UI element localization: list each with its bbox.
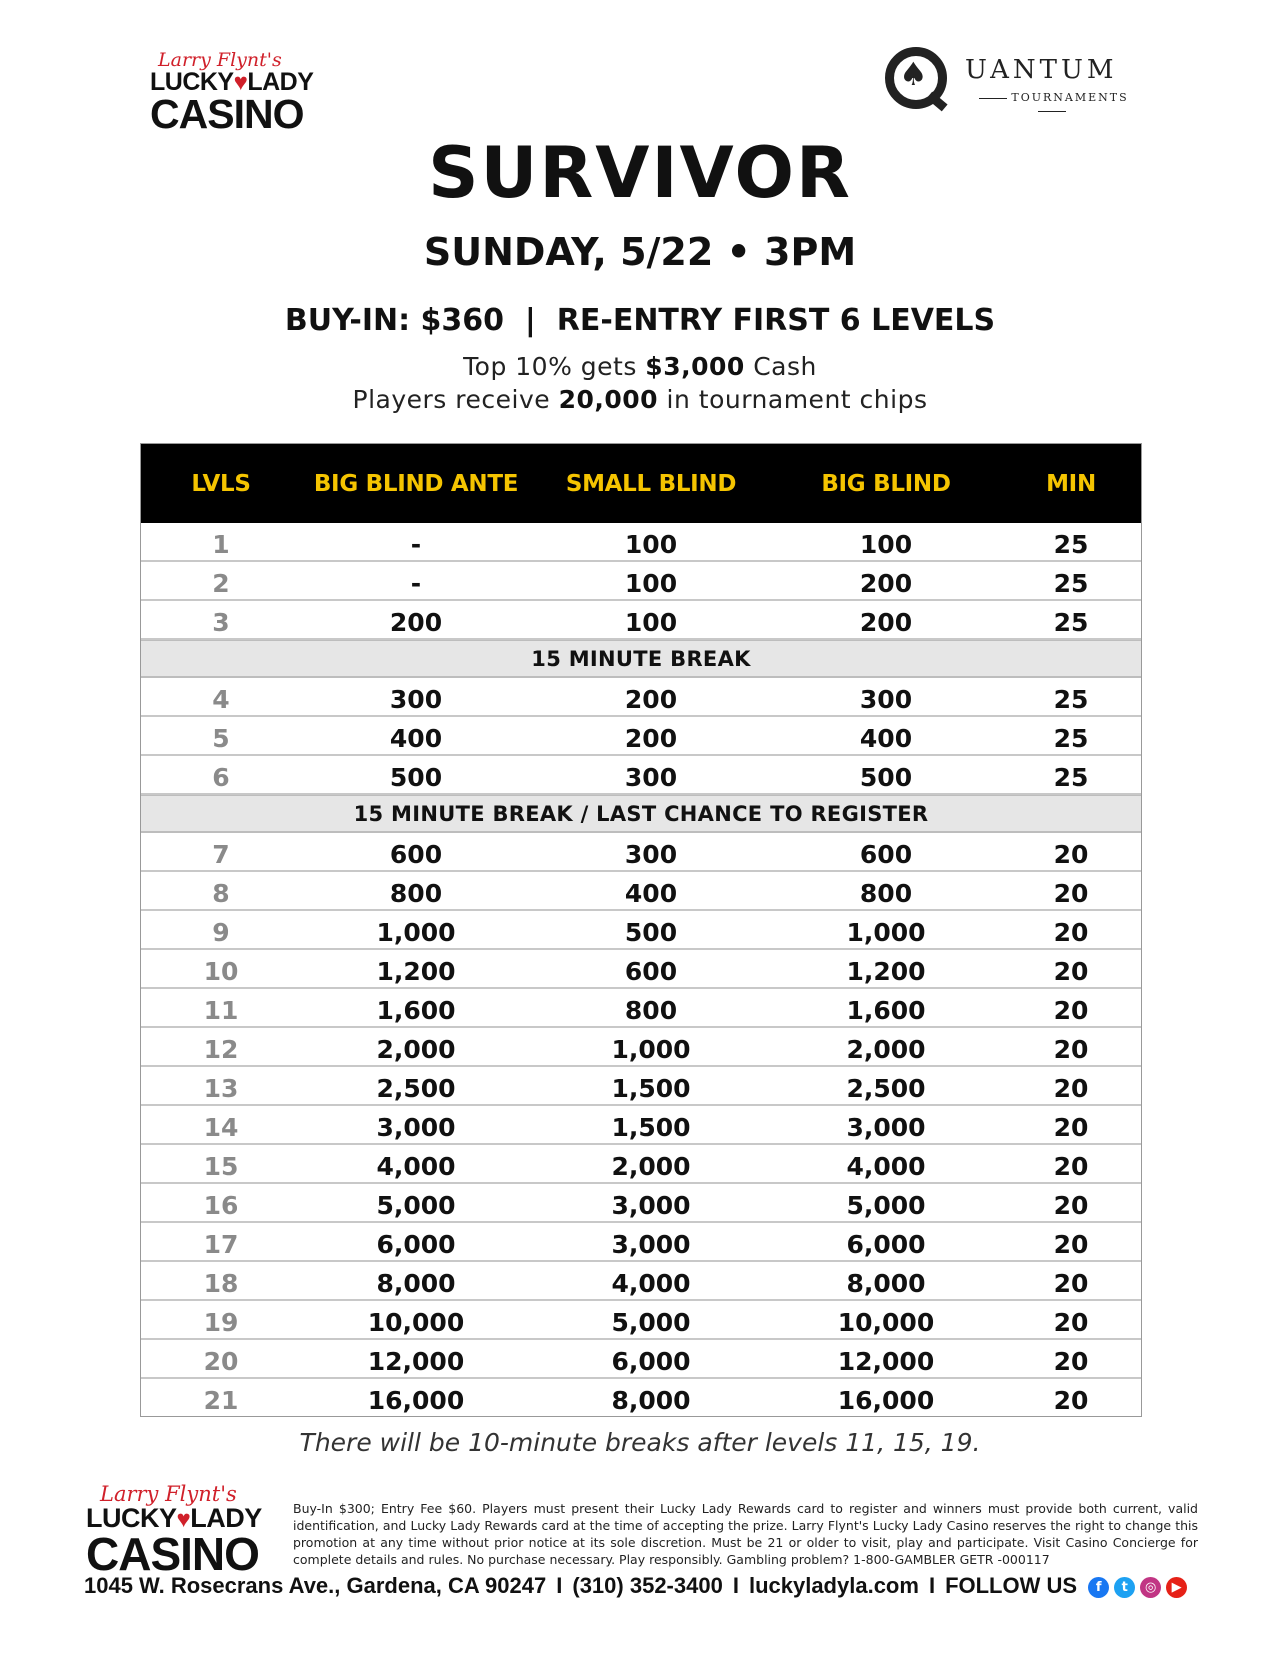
cell-big-blind: 800 [859,879,913,908]
header-levels: LVLS [191,470,251,497]
cell-big-blind: 12,000 [837,1347,935,1376]
cell-level: 18 [203,1269,239,1298]
cell-min: 20 [1053,1230,1089,1259]
cell-big-blind: 5,000 [846,1191,926,1220]
cell-min: 20 [1053,1308,1089,1337]
cell-big-blind-ante: 200 [389,608,443,637]
table-header [141,444,1141,523]
cell-level: 5 [212,724,230,753]
footer-phone: (310) 352-3400 [572,1573,723,1598]
cell-big-blind-ante: 500 [389,763,443,792]
cell-big-blind-ante: 800 [389,879,443,908]
cell-small-blind: 200 [624,685,678,714]
table-row [141,911,1141,950]
cell-level: 17 [203,1230,239,1259]
cell-big-blind: 2,500 [846,1074,926,1103]
table-row [141,1340,1141,1379]
disclaimer-text: Buy-In $300; Entry Fee $60. Players must present their Lucky Lady Rewards card to register and winners must provide both current, valid identification, and Lucky Lady Rewards card at the time of accepting the prize. Larry Flynt's Lucky Lady Casino reserves the right to change this promotion at any time without prior notice at its sole discretion. Must be 21 or older to visit, play and participate. Visit Casino Concierge for complete details and rules. No purchase necessary. Play responsibly. Gambling problem? 1-800-GAMBLER GETR -000117 [293,1501,1198,1567]
social-icons [1083,1573,1187,1598]
logo-script-text: Larry Flynt's [158,49,282,71]
cell-min: 25 [1053,685,1089,714]
cell-min: 20 [1053,1191,1089,1220]
table-row [141,1106,1141,1145]
cell-level: 1 [212,530,230,559]
logo-casino: CASINO [150,91,304,137]
cell-small-blind: 1,500 [611,1113,691,1142]
blind-structure-table [140,443,1142,1417]
table-row [141,562,1141,601]
chips-info [0,385,1280,414]
cell-min: 20 [1053,1347,1089,1376]
cell-small-blind: 800 [624,996,678,1025]
cell-min: 20 [1053,1074,1089,1103]
logo-lucky: LUCKY [150,68,234,96]
cell-min: 20 [1053,996,1089,1025]
cell-min: 20 [1053,1386,1089,1415]
cell-min: 20 [1053,957,1089,986]
cell-min: 25 [1053,763,1089,792]
cell-big-blind-ante: 1,600 [376,996,456,1025]
cell-level: 10 [203,957,239,986]
table-row [141,1184,1141,1223]
cell-small-blind: 400 [624,879,678,908]
cell-min: 25 [1053,724,1089,753]
cell-small-blind: 6,000 [611,1347,691,1376]
table-row [141,1067,1141,1106]
cell-big-blind: 8,000 [846,1269,926,1298]
cell-level: 3 [212,608,230,637]
cell-min: 20 [1053,918,1089,947]
logo-lucky: LUCKY [86,1503,177,1533]
cell-small-blind: 1,000 [611,1035,691,1064]
cell-big-blind-ante: 1,000 [376,918,456,947]
cell-small-blind: 2,000 [611,1152,691,1181]
chips-post: in tournament chips [658,385,928,414]
cell-small-blind: 200 [624,724,678,753]
cell-small-blind: 4,000 [611,1269,691,1298]
cell-min: 20 [1053,1035,1089,1064]
cell-big-blind: 16,000 [837,1386,935,1415]
cell-small-blind: 3,000 [611,1191,691,1220]
cell-big-blind: 500 [859,763,913,792]
table-row [141,872,1141,911]
twitter-icon[interactable]: t [1114,1577,1135,1598]
cell-big-blind: 2,000 [846,1035,926,1064]
cell-level: 12 [203,1035,239,1064]
cell-level: 11 [203,996,239,1025]
table-row [141,989,1141,1028]
cell-min: 25 [1053,608,1089,637]
cell-min: 20 [1053,1113,1089,1142]
table-row [141,756,1141,795]
cell-big-blind: 4,000 [846,1152,926,1181]
break-row: 15 MINUTE BREAK [141,640,1141,678]
cell-small-blind: 500 [624,918,678,947]
cell-min: 20 [1053,840,1089,869]
cell-level: 4 [212,685,230,714]
cell-big-blind: 200 [859,608,913,637]
prize-pre: Top 10% gets [463,352,646,381]
quantum-name: UANTUM [965,55,1118,85]
header-min: MIN [1046,470,1096,497]
cell-big-blind-ante: 6,000 [376,1230,456,1259]
event-date: SUNDAY, 5/22 • 3PM [423,230,857,274]
page-title: SURVIVOR [428,132,852,214]
cell-level: 14 [203,1113,239,1142]
cell-big-blind-ante: 10,000 [367,1308,465,1337]
table-row [141,1028,1141,1067]
logo-lady: LADY [247,68,314,96]
cell-big-blind-ante: 5,000 [376,1191,456,1220]
breaks-note: There will be 10-minute breaks after levels 11, 15, 19. [299,1428,981,1457]
cell-small-blind: 8,000 [611,1386,691,1415]
table-body [141,523,1141,1416]
cell-big-blind-ante: 16,000 [367,1386,465,1415]
cell-level: 13 [203,1074,239,1103]
cell-level: 8 [212,879,230,908]
cell-big-blind-ante: - [410,530,422,559]
cell-level: 20 [203,1347,239,1376]
quantum-sub: TOURNAMENTS [967,91,1137,117]
cell-big-blind: 1,600 [846,996,926,1025]
heart-icon: ♥ [176,1506,191,1533]
cell-small-blind: 100 [624,608,678,637]
footer-website-link[interactable]: luckyladyla.com [748,1573,919,1598]
table-row [141,950,1141,989]
cell-big-blind-ante: 400 [389,724,443,753]
cell-min: 20 [1053,1152,1089,1181]
prize-amount: $3,000 [645,352,745,381]
cell-min: 25 [1053,569,1089,598]
cell-level: 7 [212,840,230,869]
table-row [141,1301,1141,1340]
table-row [141,717,1141,756]
table-row [141,1262,1141,1301]
cell-small-blind: 100 [624,530,678,559]
logo-script-text: Larry Flynt's [100,1482,237,1506]
lucky-lady-logo-top [150,49,330,137]
cell-level: 9 [212,918,230,947]
cell-level: 6 [212,763,230,792]
footer-separator: I [556,1573,563,1598]
quantum-tournaments-logo [885,45,1145,120]
cell-big-blind-ante: - [410,569,422,598]
table-row [141,601,1141,640]
cell-level: 2 [212,569,230,598]
cell-level: 16 [203,1191,239,1220]
cell-big-blind: 1,200 [846,957,926,986]
cell-big-blind-ante: 12,000 [367,1347,465,1376]
cell-big-blind: 400 [859,724,913,753]
youtube-icon[interactable]: ▶ [1166,1577,1187,1598]
table-row [141,1223,1141,1262]
table-row [141,1145,1141,1184]
cell-small-blind: 1,500 [611,1074,691,1103]
logo-lady: LADY [190,1503,262,1533]
table-row [141,833,1141,872]
cell-small-blind: 300 [624,763,678,792]
table-row [141,678,1141,717]
cell-big-blind-ante: 2,000 [376,1035,456,1064]
chips-pre: Players receive [352,385,559,414]
cell-big-blind-ante: 2,500 [376,1074,456,1103]
facebook-icon[interactable]: f [1088,1577,1109,1598]
cell-big-blind: 1,000 [846,918,926,947]
cell-min: 20 [1053,1269,1089,1298]
footer-address: 1045 W. Rosecrans Ave., Gardena, CA 90247 [84,1573,547,1598]
table-row [141,523,1141,562]
footer-separator: I [928,1573,936,1598]
cell-big-blind: 300 [859,685,913,714]
cell-big-blind: 100 [859,530,913,559]
cell-big-blind: 10,000 [837,1308,935,1337]
header-big-blind-ante: BIG BLIND ANTE [313,470,519,497]
cell-big-blind-ante: 3,000 [376,1113,456,1142]
lucky-lady-logo-bottom [86,1482,286,1580]
cell-level: 21 [203,1386,239,1415]
cell-big-blind: 3,000 [846,1113,926,1142]
cell-big-blind: 600 [859,840,913,869]
cell-small-blind: 100 [624,569,678,598]
chips-amount: 20,000 [558,385,659,414]
cell-big-blind-ante: 8,000 [376,1269,456,1298]
heart-icon: ♥ [233,69,248,96]
cell-big-blind-ante: 1,200 [376,957,456,986]
logo-casino: CASINO [86,1528,259,1580]
cell-big-blind-ante: 300 [389,685,443,714]
header-big-blind: BIG BLIND [821,470,951,497]
break-row: 15 MINUTE BREAK / LAST CHANCE TO REGISTER [141,795,1141,833]
buyin-info: BUY-IN: $360 | RE-ENTRY FIRST 6 LEVELS [284,303,996,338]
prize-info [0,352,1280,381]
cell-big-blind-ante: 4,000 [376,1152,456,1181]
cell-big-blind: 200 [859,569,913,598]
cell-small-blind: 600 [624,957,678,986]
cell-big-blind-ante: 600 [389,840,443,869]
table-row [141,1379,1141,1416]
cell-min: 20 [1053,879,1089,908]
cell-big-blind: 6,000 [846,1230,926,1259]
instagram-icon[interactable]: ◎ [1140,1577,1161,1598]
cell-level: 19 [203,1308,239,1337]
spade-icon: ♠ [899,55,928,93]
footer-follow: FOLLOW US [945,1573,1078,1598]
cell-small-blind: 300 [624,840,678,869]
footer-contact [84,1573,1214,1599]
header-small-blind: SMALL BLIND [565,470,737,497]
prize-post: Cash [744,352,817,381]
cell-small-blind: 3,000 [611,1230,691,1259]
cell-level: 15 [203,1152,239,1181]
cell-min: 25 [1053,530,1089,559]
footer-separator: I [732,1573,739,1598]
cell-small-blind: 5,000 [611,1308,691,1337]
